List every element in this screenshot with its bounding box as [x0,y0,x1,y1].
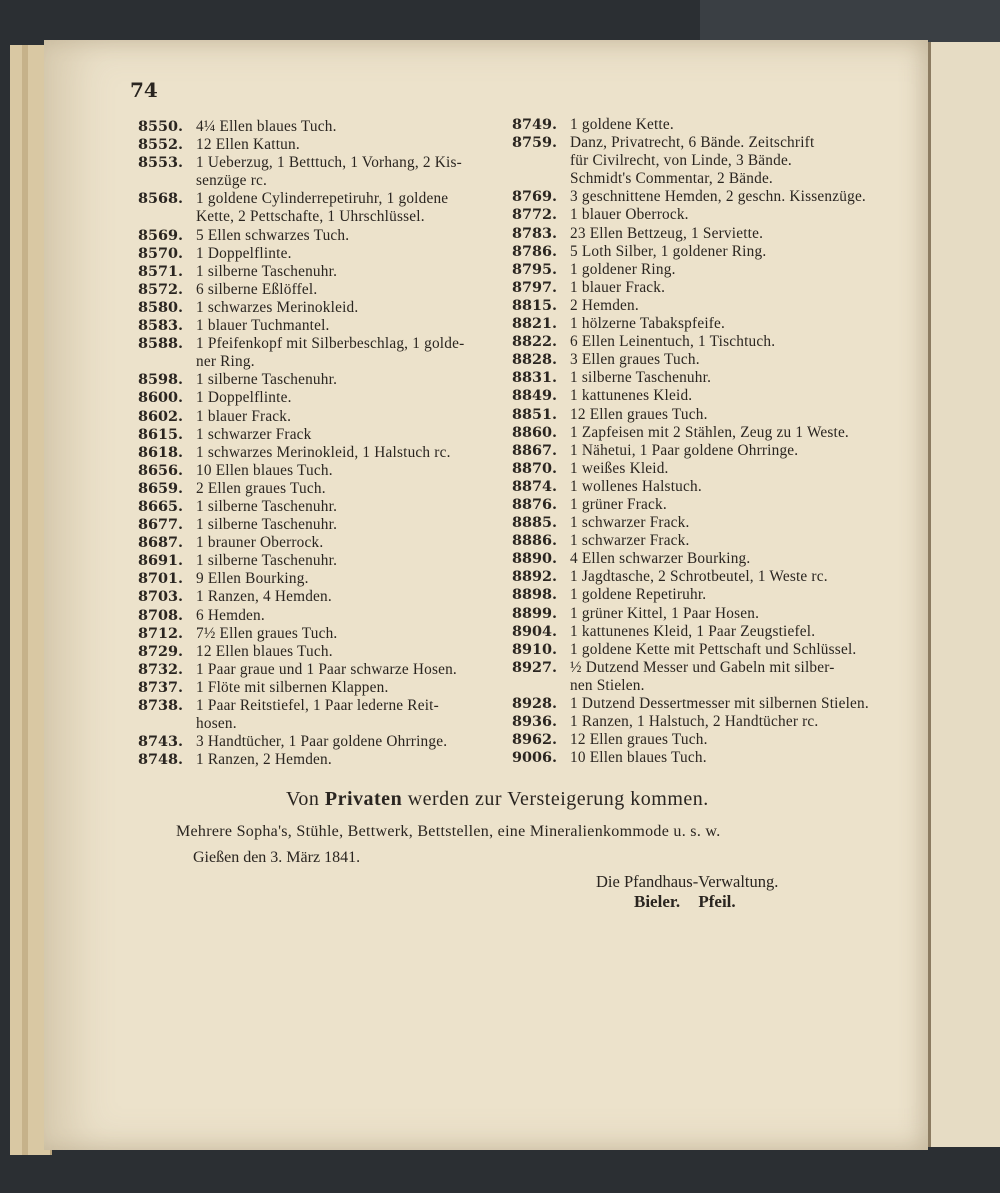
list-item [138,588,510,606]
item-description: 1 hölzerne Tabakspfeife. [570,315,726,333]
item-number: 8783. [512,224,558,242]
heading-bold-word: Privaten [324,788,403,810]
list-item [138,389,510,407]
item-number: 8569. [138,226,184,244]
item-number: 8568. [138,190,184,208]
item-number: 8795. [512,260,558,278]
item-number: 8904. [512,622,558,640]
item-number [138,172,196,190]
item-number [512,170,570,188]
item-description: 1 grüner Frack. [570,495,667,513]
item-number [138,208,196,226]
list-item [138,317,510,335]
list-item [138,227,510,245]
item-description: Schmidt's Commentar, 2 Bände. [570,170,773,188]
item-number: 8936. [512,713,558,731]
list-item [138,516,510,534]
item-description: 1 Zapfeisen mit 2 Stählen, Zeug zu 1 Weste. [570,423,849,441]
item-number: 8885. [512,514,558,532]
item-number: 8870. [512,459,558,477]
item-number [138,353,196,371]
list-item [512,333,882,351]
item-description: 1 Doppelflinte. [196,244,292,262]
items-line: Mehrere Sopha's, Stühle, Bettwerk, Bettstellen, eine Mineralienkommode u. s. w. [176,823,721,840]
item-description: 2 Ellen graues Tuch. [196,479,326,497]
list-item [512,641,882,659]
item-number: 8898. [512,586,558,604]
item-number: 8886. [512,532,558,550]
facing-page [928,42,1000,1147]
list-item [512,532,882,550]
item-description: 1 kattunenes Kleid, 1 Paar Zeugstiefel. [570,622,816,640]
item-description: 1 Pfeifenkopf mit Silberbeschlag, 1 golde- [196,335,465,353]
list-item [138,462,510,480]
item-number: 8602. [138,407,184,425]
item-description: 1 goldener Ring. [570,260,676,278]
list-item [138,552,510,570]
item-number: 8588. [138,335,184,353]
item-number: 8815. [512,296,558,314]
item-description: 6 silberne Eßlöffel. [196,280,318,298]
item-description: 1 kattunenes Kleid. [570,387,693,405]
list-item [138,643,510,661]
list-item [512,460,882,478]
item-description: 4¼ Ellen blaues Tuch. [196,118,337,135]
item-description: 1 brauner Oberrock. [196,534,324,552]
list-item [512,387,882,405]
list-item [512,188,882,206]
list-item [512,659,882,677]
item-number: 9006. [512,749,558,767]
right-column-entries [512,116,882,767]
item-description: 1 silberne Taschenuhr. [196,552,338,570]
item-description: 1 goldene Repetiruhr. [570,586,707,604]
item-number: 8677. [138,516,184,534]
item-description: 7½ Ellen graues Tuch. [196,624,338,642]
item-number: 8701. [138,570,184,588]
item-number: 8797. [512,278,558,296]
item-description: 1 schwarzer Frack. [570,532,690,550]
list-item [512,623,882,641]
item-description: 1 Ueberzug, 1 Betttuch, 1 Vorhang, 2 Kis- [196,154,462,172]
item-number: 8927. [512,658,558,676]
item-description: 3 Handtücher, 1 Paar goldene Ohrringe. [196,733,448,751]
item-description: 23 Ellen Bettzeug, 1 Serviette. [570,224,764,242]
item-description: senzüge rc. [196,172,267,190]
list-item [138,172,510,190]
item-description: für Civilrecht, von Linde, 3 Bände. [570,152,792,170]
item-description: 1 blauer Tuchmantel. [196,317,330,335]
item-description: ner Ring. [196,353,255,371]
item-number: 8618. [138,443,184,461]
item-description: 1 Flöte mit silbernen Klappen. [196,678,389,696]
item-number: 8729. [138,642,184,660]
item-description: 1 Jagdtasche, 2 Schrotbeutel, 1 Weste rc. [570,568,828,586]
item-number: 8598. [138,371,184,389]
item-number: 8769. [512,188,558,206]
item-description: 1 goldene Kette. [570,116,674,133]
item-description: 1 silberne Taschenuhr. [196,371,338,389]
list-item [512,568,882,586]
item-description: 3 Ellen graues Tuch. [570,351,700,369]
item-description: 3 geschnittene Hemden, 2 geschn. Kissenzüge. [570,188,866,206]
item-description: 1 Ranzen, 4 Hemden. [196,588,332,606]
item-description: 1 silberne Taschenuhr. [196,497,338,515]
list-item [512,170,882,188]
item-number: 8772. [512,206,558,224]
item-number: 8572. [138,280,184,298]
item-number: 8748. [138,751,184,769]
item-number: 8962. [512,731,558,749]
item-number [512,152,570,170]
heading-suffix: werden zur Versteigerung kommen. [402,788,709,810]
list-item [512,134,882,152]
item-description: 1 blauer Frack. [570,278,666,296]
item-number: 8860. [512,423,558,441]
item-description: 1 Doppelflinte. [196,389,292,407]
item-number: 8876. [512,495,558,513]
item-number: 8749. [512,116,558,133]
list-item [512,695,882,713]
item-number: 8708. [138,606,184,624]
item-number: 8583. [138,317,184,335]
item-number: 8759. [512,134,558,152]
list-item [512,731,882,749]
item-number [512,677,570,695]
item-description: 1 schwarzer Frack. [570,514,690,532]
item-description: hosen. [196,715,237,733]
list-item [138,245,510,263]
item-description: 12 Ellen blaues Tuch. [196,642,333,660]
list-item [512,206,882,224]
item-description: 1 wollenes Halstuch. [570,477,702,495]
item-number: 8874. [512,477,558,495]
item-description: 1 Paar Reitstiefel, 1 Paar lederne Reit- [196,697,439,714]
item-number: 8851. [512,405,558,423]
list-item [512,315,882,333]
item-number: 8899. [512,604,558,622]
list-item [512,351,882,369]
item-description: Kette, 2 Pettschafte, 1 Uhrschlüssel. [196,208,425,226]
list-item [138,299,510,317]
list-item [512,605,882,623]
item-description: 1 weißes Kleid. [570,459,669,477]
list-item [512,424,882,442]
item-number: 8890. [512,550,558,568]
item-description: 1 silberne Taschenuhr. [196,262,338,280]
list-item [512,261,882,279]
list-item [138,263,510,281]
list-item [138,353,510,371]
item-description: 12 Ellen Kattun. [196,136,300,154]
item-description: 10 Ellen blaues Tuch. [570,749,707,767]
item-number: 8822. [512,333,558,351]
item-description: 9 Ellen Bourking. [196,570,309,588]
section-heading [286,788,709,811]
administration-line: Die Pfandhaus-Verwaltung. [596,872,779,891]
item-description: ½ Dutzend Messer und Gabeln mit silber- [570,658,835,676]
heading-prefix: Von [286,788,325,810]
list-item [512,406,882,424]
item-number: 8867. [512,441,558,459]
item-number: 8738. [138,697,184,714]
item-description: 1 blauer Frack. [196,407,292,425]
list-item [512,586,882,604]
list-item [512,677,882,695]
item-number: 8831. [512,369,558,387]
list-item [138,281,510,299]
item-description: 1 Ranzen, 2 Hemden. [196,751,332,769]
list-item [138,697,510,715]
list-item [512,152,882,170]
item-description: 4 Ellen schwarzer Bourking. [570,550,751,568]
list-item [512,369,882,387]
list-item [138,534,510,552]
date-line: Gießen den 3. März 1841. [193,849,361,866]
list-item [512,279,882,297]
list-item [138,190,510,208]
item-description: 1 goldene Cylinderrepetiruhr, 1 goldene [196,190,449,208]
item-number: 8552. [138,136,184,154]
item-number: 8580. [138,298,184,316]
item-description: 1 blauer Oberrock. [570,206,689,224]
item-number: 8691. [138,552,184,570]
item-number: 8737. [138,678,184,696]
list-item [512,514,882,532]
item-description: 6 Hemden. [196,606,265,624]
item-number: 8732. [138,660,184,678]
item-description: 1 Dutzend Dessertmesser mit silbernen Stielen. [570,695,869,712]
book-page-edges-inner [22,45,28,1155]
left-column-entries [138,118,510,769]
item-description: 1 silberne Taschenuhr. [196,516,338,534]
list-item [138,335,510,353]
item-description: Danz, Privatrecht, 6 Bände. Zeitschrift [570,134,815,152]
item-number [138,715,196,733]
item-description: 5 Loth Silber, 1 goldener Ring. [570,242,767,260]
list-item [138,208,510,226]
list-item [138,498,510,516]
list-item [138,570,510,588]
item-number: 8656. [138,461,184,479]
list-item [138,679,510,697]
item-number: 8615. [138,425,184,443]
list-item [512,243,882,261]
signatories: Bieler. Pfeil. [634,892,736,911]
item-description: 12 Ellen graues Tuch. [570,405,708,423]
item-description: 6 Ellen Leinentuch, 1 Tischtuch. [570,333,776,351]
item-description: 10 Ellen blaues Tuch. [196,461,333,479]
list-item [138,715,510,733]
item-number: 8571. [138,262,184,280]
item-number: 8828. [512,351,558,369]
list-item [512,496,882,514]
list-item [138,118,510,136]
item-description: 1 schwarzes Merinokleid. [196,298,359,316]
item-description: 1 Ranzen, 1 Halstuch, 2 Handtücher rc. [570,713,819,731]
item-number: 8712. [138,624,184,642]
list-item [138,751,510,769]
page-number: 74 [130,78,158,102]
item-number: 8703. [138,588,184,606]
item-number: 8910. [512,640,558,658]
item-description: 1 Paar graue und 1 Paar schwarze Hosen. [196,660,457,678]
item-number: 8553. [138,154,184,172]
list-item [512,749,882,767]
item-number: 8550. [138,118,184,135]
list-item [512,550,882,568]
list-item [512,225,882,243]
list-item [138,625,510,643]
list-item [512,478,882,496]
item-number: 8687. [138,534,184,552]
item-number: 8600. [138,389,184,407]
list-item [512,442,882,460]
item-number: 8743. [138,733,184,751]
list-item [138,733,510,751]
item-description: 1 Nähetui, 1 Paar goldene Ohrringe. [570,441,799,459]
list-item [138,426,510,444]
list-item [138,480,510,498]
item-description: 1 schwarzer Frack [196,425,312,443]
item-number: 8928. [512,695,558,712]
item-description: 1 schwarzes Merinokleid, 1 Halstuch rc. [196,443,451,461]
item-description: 1 goldene Kette mit Pettschaft und Schlüssel. [570,640,857,658]
list-item [138,444,510,462]
item-number: 8849. [512,387,558,405]
item-number: 8892. [512,568,558,586]
item-description: 2 Hemden. [570,296,639,314]
item-description: nen Stielen. [570,676,645,694]
list-item [138,154,510,172]
list-item [512,297,882,315]
item-description: 1 silberne Taschenuhr. [570,369,712,387]
item-description: 5 Ellen schwarzes Tuch. [196,226,350,244]
item-description: 12 Ellen graues Tuch. [570,731,708,749]
item-number: 8659. [138,479,184,497]
list-item [138,371,510,389]
list-item [512,116,882,134]
list-item [138,136,510,154]
list-item [138,408,510,426]
list-item [138,607,510,625]
list-item [512,713,882,731]
item-number: 8570. [138,244,184,262]
item-description: 1 grüner Kittel, 1 Paar Hosen. [570,604,760,622]
item-number: 8821. [512,315,558,333]
item-number: 8786. [512,242,558,260]
list-item [138,661,510,679]
item-number: 8665. [138,497,184,515]
